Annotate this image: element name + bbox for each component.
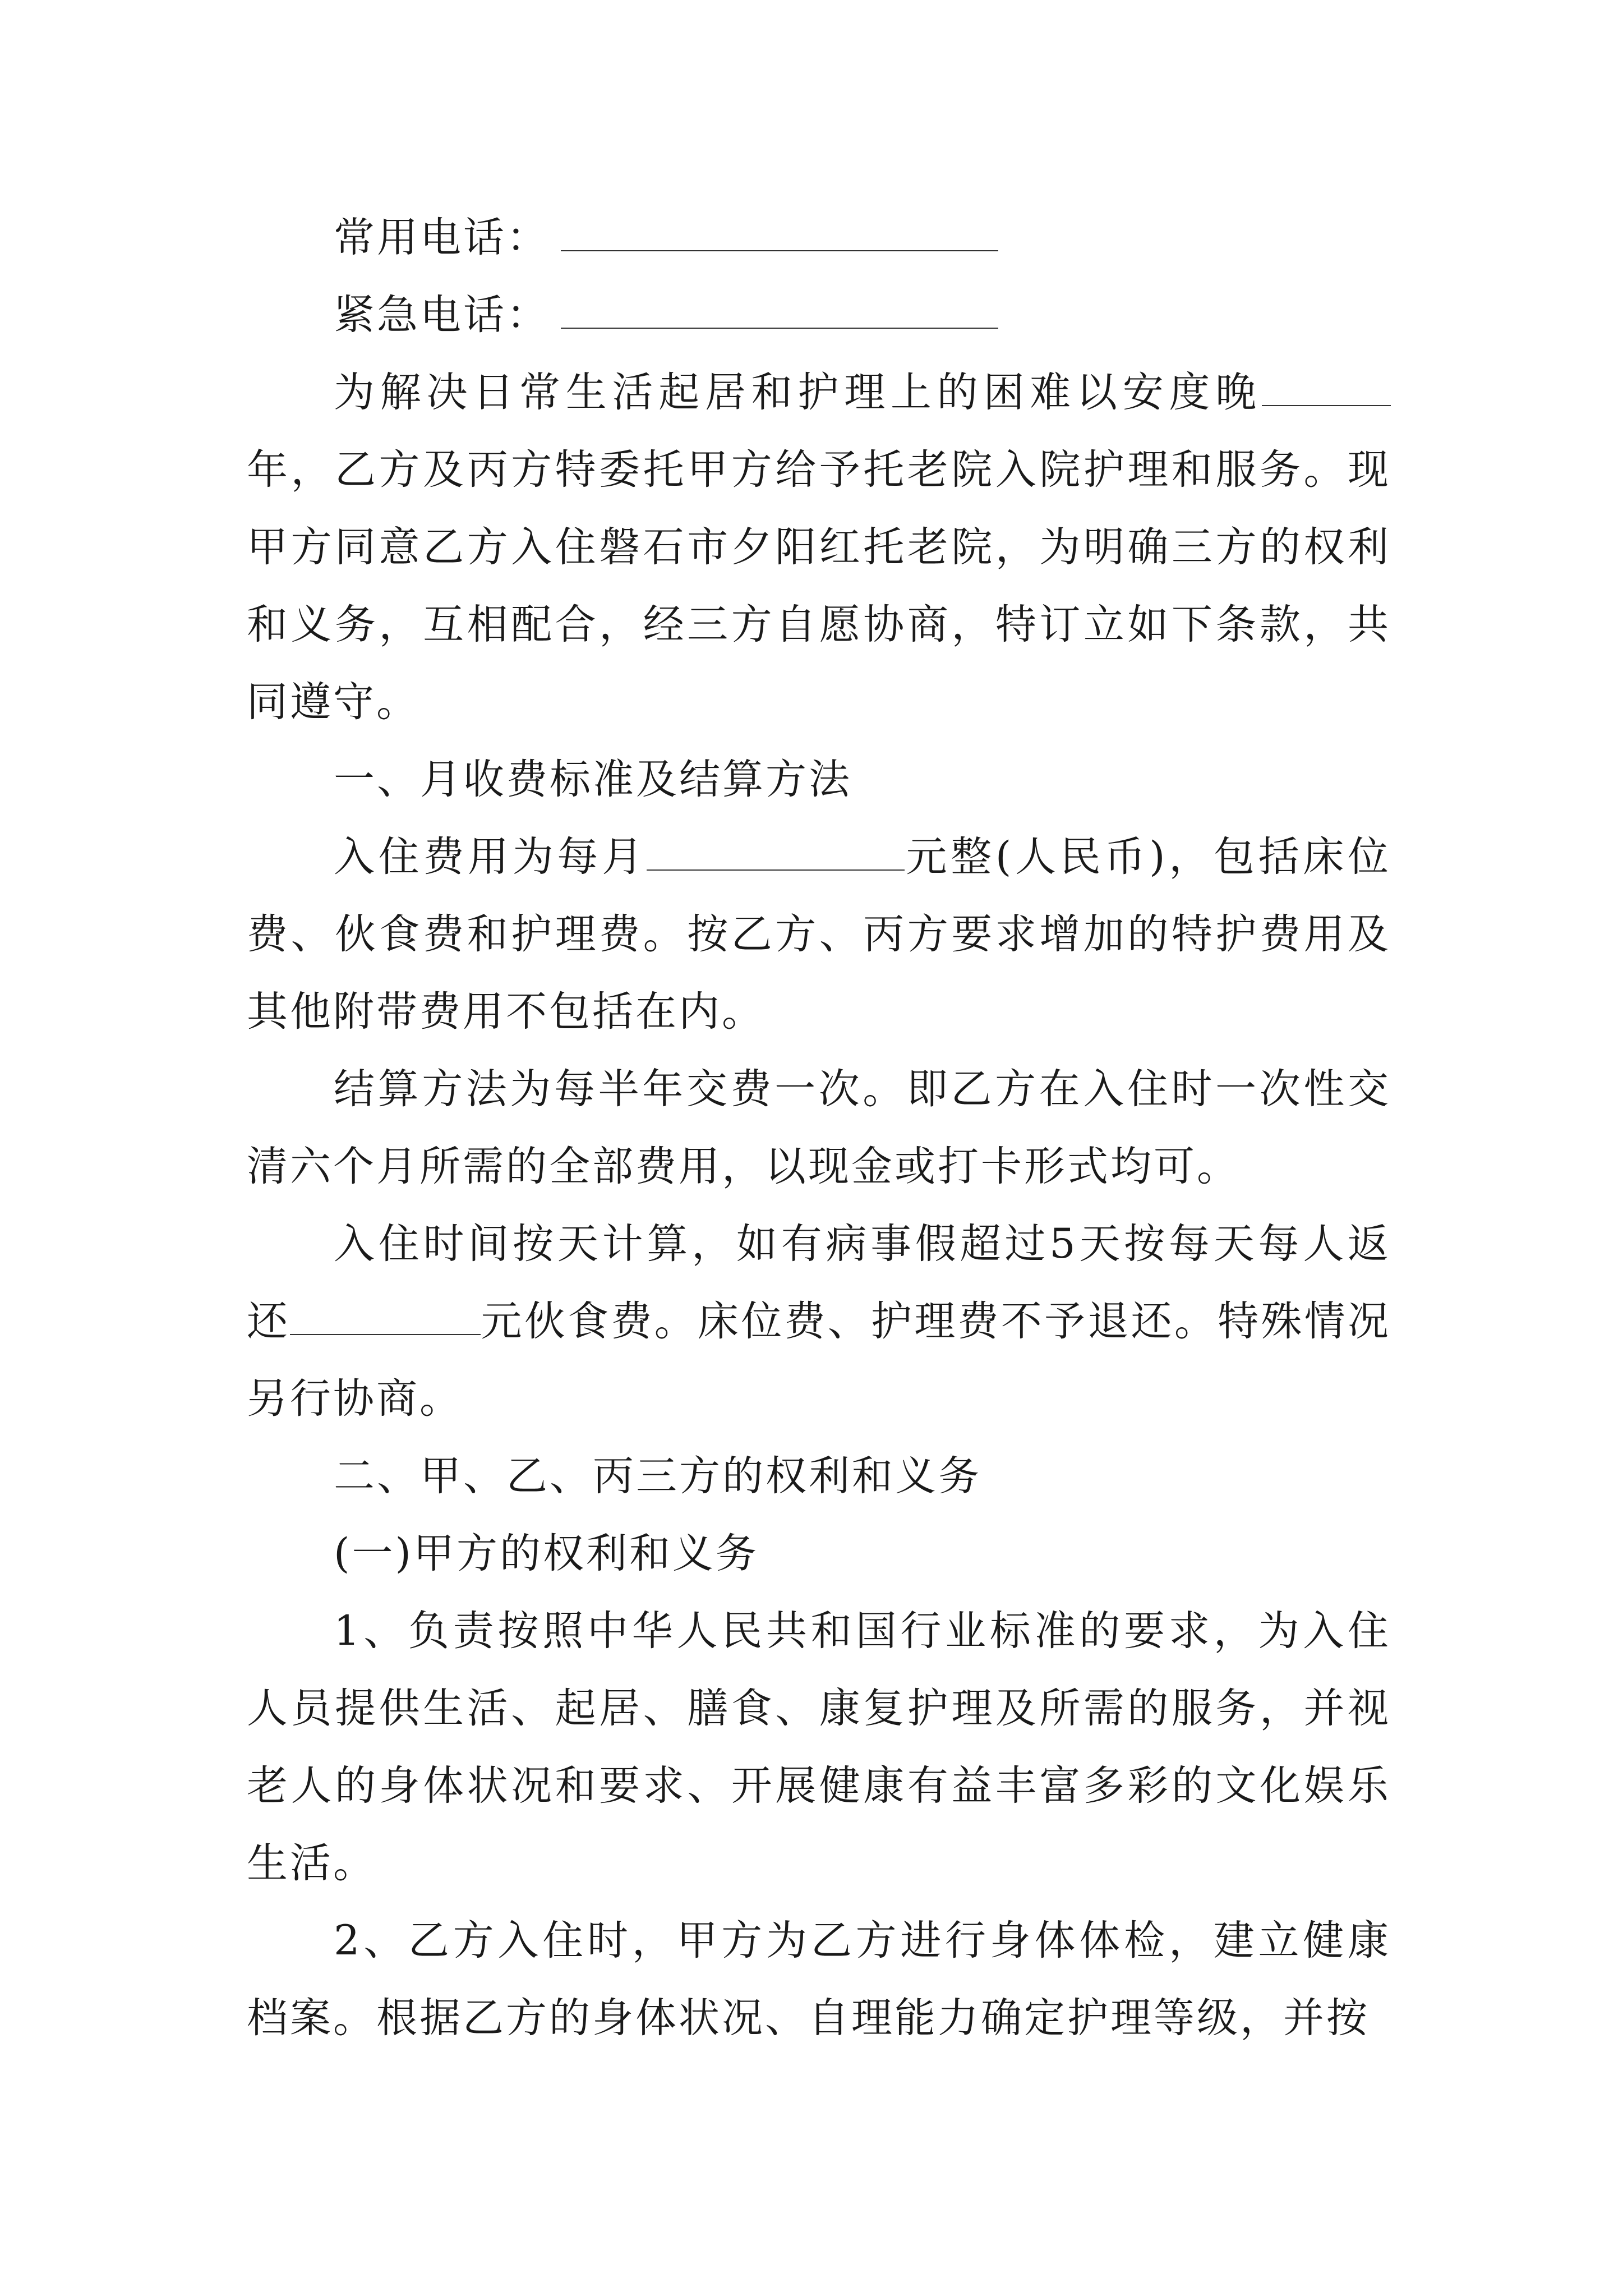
intro-text-a: 为解决日常生活起居和护理上的困难以安度晚: [334, 369, 1262, 416]
item-1: 1、负责按照中华人民共和国行业标准的要求，为入住人员提供生活、起居、膳食、康复护理及所需的服务，并视老人的身体状况和要求、开展健康有益丰富多彩的文化娱乐生活。: [247, 1607, 1391, 1887]
section1-title: 一、月收费标准及结算方法: [334, 756, 852, 803]
item-2: 2、乙方入住时，甲方为乙方进行身体体检，建立健康档案。根据乙方的身体状况、自理能力确定护理等级，并按: [247, 1917, 1391, 2042]
fee-paragraph: [247, 818, 1391, 1051]
phone-label: 常用电话：: [334, 214, 550, 261]
phone-blank: [561, 217, 998, 251]
emergency-phone-blank: [561, 294, 998, 329]
fee-text-a: 入住费用为每月: [334, 833, 647, 881]
emergency-phone-label: 紧急电话：: [334, 291, 550, 339]
fee-text-b: 元整(人民币)，包括床位费、伙食费和护理费。按乙方、丙方要求增加的特护费用及其他附带费用不包括在内。: [247, 833, 1391, 1036]
refund-blank: [290, 1300, 481, 1335]
subsection1-title: (一)甲方的权利和义务: [334, 1530, 759, 1577]
refund-text-a: 入住时间按天计算，如有病事假超过5天按每天每人返还: [247, 1220, 1391, 1345]
refund-paragraph: [247, 1205, 1391, 1438]
refund-text-b: 元伙食费。床位费、护理费不予退还。特殊情况另行协商。: [247, 1297, 1391, 1423]
fee-blank: [647, 836, 905, 871]
intro-text-b: 年，乙方及丙方特委托甲方给予托老院入院护理和服务。现甲方同意乙方入住磐石市夕阳红托老院，为明确三方的权利和义务，互相配合，经三方自愿协商，特订立如下条款，共同遵守。: [247, 446, 1391, 726]
intro-paragraph: [247, 354, 1391, 741]
section2-title: 二、甲、乙、丙三方的权利和义务: [334, 1452, 981, 1500]
settlement-paragraph: 结算方法为每半年交费一次。即乙方在入住时一次性交清六个月所需的全部费用，以现金或打卡形式均可。: [247, 1065, 1391, 1190]
phone-line: [247, 199, 1391, 277]
years-blank: [1262, 371, 1391, 406]
contract-body: [247, 199, 1391, 2057]
emergency-phone-line: [247, 277, 1391, 354]
